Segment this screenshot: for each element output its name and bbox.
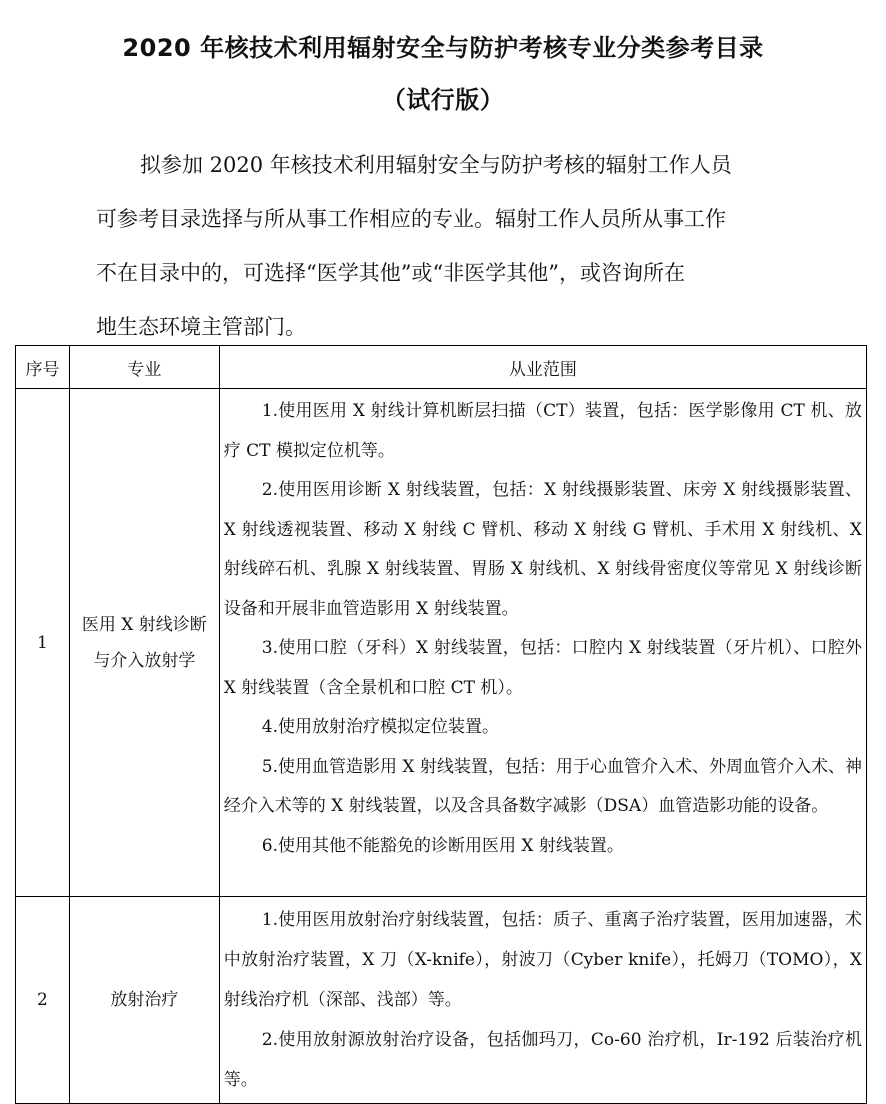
intro-line: 拟参加 2020 年核技术利用辐射安全与防护考核的辐射工作人员 <box>140 153 732 177</box>
scope-item: 6.使用其他不能豁免的诊断用医用 X 射线装置。 <box>261 835 624 856</box>
intro-line: 可参考目录选择与所从事工作相应的专业。辐射工作人员所从事工作 <box>96 207 726 231</box>
document-title: 2020 年核技术利用辐射安全与防护考核专业分类参考目录 <box>122 34 764 62</box>
scope-item: 4.使用放射治疗模拟定位装置。 <box>261 717 499 737</box>
scope-item: 1.使用医用放射治疗射线装置，包括：质子、重离子治疗装置，医用加速器，术中放射治疗装置，X 刀（X-knife），射波刀（Cyber knife），托姆刀（TOMO），X 射线治疗机（深部、浅部）等。 <box>223 910 862 1010</box>
row-scope <box>219 389 866 897</box>
row-major <box>69 389 219 897</box>
major-classification-table <box>15 345 867 1104</box>
row-number: 1 <box>16 389 70 897</box>
document-subtitle: （试行版） <box>381 86 505 114</box>
major-line: 放射治疗 <box>110 990 179 1010</box>
row-scope <box>219 897 866 1104</box>
table-header-row <box>16 346 867 389</box>
header-no: 序号 <box>16 346 70 389</box>
scope-item: 2.使用放射源放射治疗设备，包括伽玛刀，Co-60 治疗机，Ir-192 后装治疗机等。 <box>223 1030 862 1090</box>
scope-item: 1.使用医用 X 射线计算机断层扫描（CT）装置，包括：医学影像用 CT 机、放疗 CT 模拟定位机等。 <box>223 401 862 461</box>
header-scope: 从业范围 <box>219 346 866 389</box>
scope-item: 5.使用血管造影用 X 射线装置，包括：用于心血管介入术、外周血管介入术、神经介入术等的 X 射线装置，以及含具备数字减影（DSA）血管造影功能的设备。 <box>223 756 862 816</box>
table-row <box>16 897 867 1104</box>
table-row <box>16 389 867 897</box>
intro-line: 不在目录中的，可选择“医学其他”或“非医学其他”，或咨询所在 <box>96 261 685 285</box>
row-major <box>69 897 219 1104</box>
scope-item: 3.使用口腔（牙科）X 射线装置，包括：口腔内 X 射线装置（牙片机）、口腔外 X 射线装置（含全景机和口腔 CT 机）。 <box>223 638 862 698</box>
intro-paragraph <box>96 138 796 354</box>
header-major: 专业 <box>69 346 219 389</box>
intro-line: 地生态环境主管部门。 <box>96 315 306 339</box>
major-line: 医用 X 射线诊断 <box>81 614 207 635</box>
major-line: 与介入放射学 <box>93 650 196 671</box>
row-number: 2 <box>16 897 70 1104</box>
scope-item: 2.使用医用诊断 X 射线装置，包括：X 射线摄影装置、床旁 X 射线摄影装置、X 射线透视装置、移动 X 射线 C 臂机、移动 X 射线 G 臂机、手术用 X 射线机、X 射线碎石机、乳腺 X 射线装置、胃肠 X 射线机、X 射线骨密度仪等常见 X 射线诊断设备和开展非血管造影用 X 射线装置。 <box>223 480 862 619</box>
